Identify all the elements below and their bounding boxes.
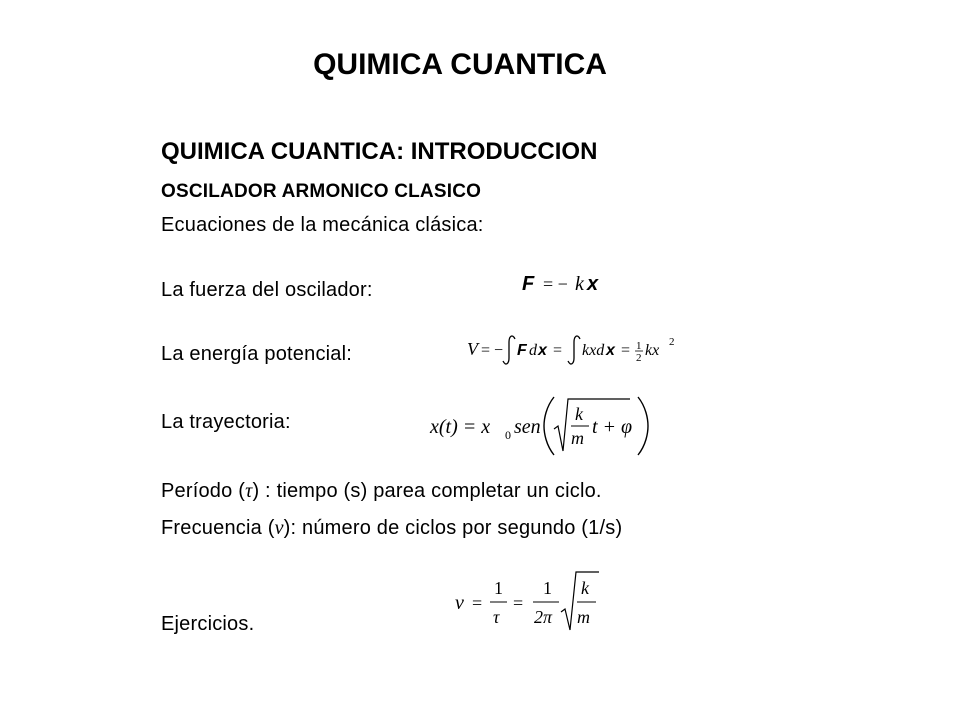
period-line [161,480,602,503]
energy-eq3: = [621,342,631,359]
section-subheading: OSCILADOR ARMONICO CLASICO [161,181,482,202]
energy-half-den: 2 [636,352,642,364]
energy-formula [465,330,695,370]
frequency-formula [453,568,608,636]
trajectory-label: La trayectoria: [161,411,291,433]
trajectory-rest: t + φ [592,416,633,438]
force-label: La fuerza del oscilador: [161,279,373,301]
energy-kx: kx [645,342,660,359]
tau-symbol: τ [245,480,253,502]
freq-m: m [577,607,590,627]
energy-integral-1 [503,336,515,364]
section-heading: QUIMICA CUANTICA: INTRODUCCION [161,138,598,165]
energy-V: V [467,339,478,359]
period-text-before: Período ( [161,480,246,502]
frequency-text-before: Frecuencia ( [161,517,275,539]
freq-eq2: = [513,593,524,613]
energy-F: F [517,342,527,359]
energy-label: La energía potencial: [161,343,353,365]
freq-den2: 2π [534,607,553,627]
freq-num1: 1 [494,578,503,598]
trajectory-sub0: 0 [505,428,511,442]
trajectory-lhs: x(t) = x [430,416,491,438]
trajectory-formula [428,393,653,459]
freq-nu: ν [455,592,464,614]
force-k: k [575,273,584,295]
energy-x2: x [606,342,615,359]
trajectory-k: k [575,404,583,424]
force-x: x [587,273,599,295]
freq-den1: τ [493,607,500,627]
intro-text: Ecuaciones de la mecánica clásica: [161,214,484,236]
trajectory-m: m [571,428,584,448]
frequency-line [161,517,622,540]
force-F: F [522,273,535,295]
page-title: QUIMICA CUANTICA [313,48,607,81]
trajectory-right-paren [638,397,648,455]
energy-x1: x [538,342,547,359]
energy-eq2: = [553,342,563,359]
period-text-after: ) : tiempo (s) parea completar un ciclo. [252,480,602,502]
energy-half-num: 1 [636,340,642,352]
energy-d1: d [529,342,537,359]
trajectory-sen: sen [514,416,541,438]
energy-integral-2 [568,336,580,364]
energy-eq1: = − [481,342,504,359]
freq-num2: 1 [543,578,552,598]
exercises-label: Ejercicios. [161,613,255,635]
force-eq: = − [543,274,568,294]
trajectory-left-paren [544,397,554,455]
freq-eq1: = [472,593,483,613]
energy-kxd: kxd [582,342,605,359]
nu-symbol: ν [274,517,284,539]
freq-k: k [581,578,589,598]
energy-exponent: 2 [669,336,675,348]
force-formula [518,268,608,298]
frequency-text-after: ): número de ciclos por segundo (1/s) [283,517,623,539]
